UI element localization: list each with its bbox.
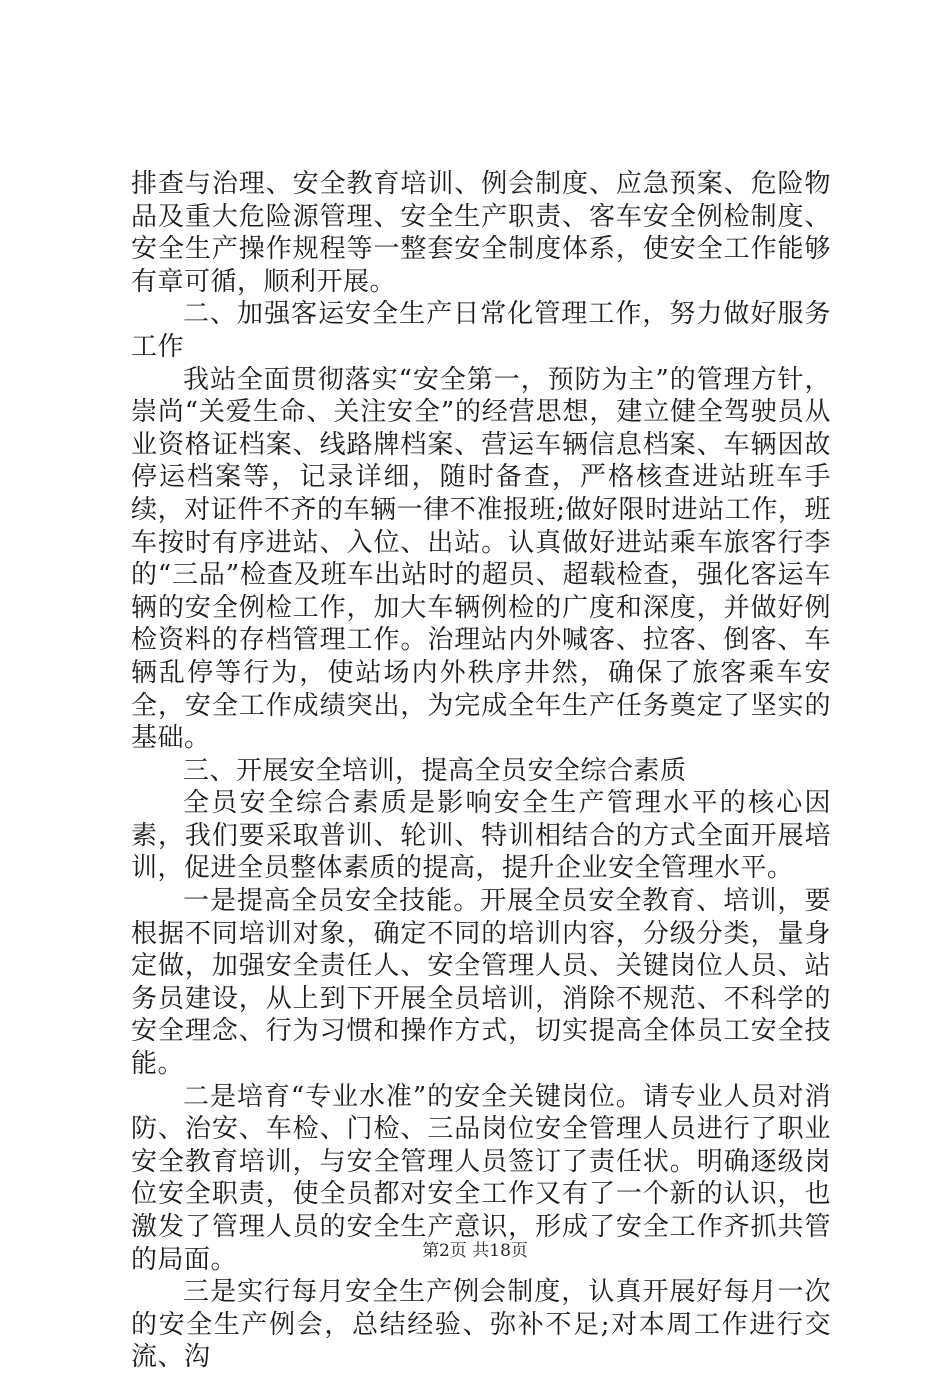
paragraph-6: 一是提高全员安全技能。开展全员安全教育、培训，要根据不同培训对象，确定不同的培训内容，分级分类，量身定做，加强安全责任人、安全管理人员、关键岗位人员、站务员建设，从上到下开展全员培训，消除不规范、不科学的安全理念、行为习惯和操作方式，切实提高全体员工安全技能。 [131, 886, 831, 1080]
section-heading-3: 三、开展安全培训，提高全员安全综合素质 [183, 755, 687, 786]
paragraph-5: 全员安全综合素质是影响安全生产管理水平的核心因素，我们要采取普训、轮训、特训相结合的方式全面开展培训，促进全员整体素质的提高，提升企业安全管理水平。 [131, 788, 831, 884]
document-body [131, 168, 831, 1374]
section-heading-2: 二、加强客运安全生产日常化管理工作，努力做好服务工作 [131, 299, 831, 362]
paragraph-7: 二是培育“专业水准”的安全关键岗位。请专业人员对消防、治安、车检、门检、三品岗位安全管理人员进行了职业安全教育培训，与安全管理人员签订了责任状。明确逐级岗位安全职责，使全员都对安全工作又有了一个新的认识，也激发了管理人员的安全生产意识，形成了安全工作齐抓共管的局面。 [131, 1081, 831, 1275]
page-footer: 第2页 共18页 [422, 1241, 528, 1261]
paragraph-8: 三是实行每月安全生产例会制度，认真开展好每月一次的安全生产例会，总结经验、弥补不足;对本周工作进行交流、沟 [131, 1277, 831, 1373]
paragraph-1: 排查与治理、安全教育培训、例会制度、应急预案、危险物品及重大危险源管理、安全生产职责、客车安全例检制度、安全生产操作规程等一整套安全制度体系，使安全工作能够有章可循，顺利开展。 [131, 169, 831, 297]
paragraph-3: 我站全面贯彻落实“安全第一，预防为主”的管理方针，崇尚“关爱生命、关注安全”的经营思想，建立健全驾驶员从业资格证档案、线路牌档案、营运车辆信息档案、车辆因故停运档案等，记录详细，随时备查，严格核查进站班车手续，对证件不齐的车辆一律不准报班;做好限时进站工作，班车按时有序进站、入位、出站。认真做好进站乘车旅客行李的“三品”检查及班车出站时的超员、超载检查，强化客运车辆的安全例检工作，加大车辆例检的广度和深度，并做好例检资料的存档管理工作。治理站内外喊客、拉客、倒客、车辆乱停等行为，使站场内外秩序井然，确保了旅客乘车安全，安全工作成绩突出，为完成全年生产任务奠定了坚实的基础。 [131, 364, 831, 754]
